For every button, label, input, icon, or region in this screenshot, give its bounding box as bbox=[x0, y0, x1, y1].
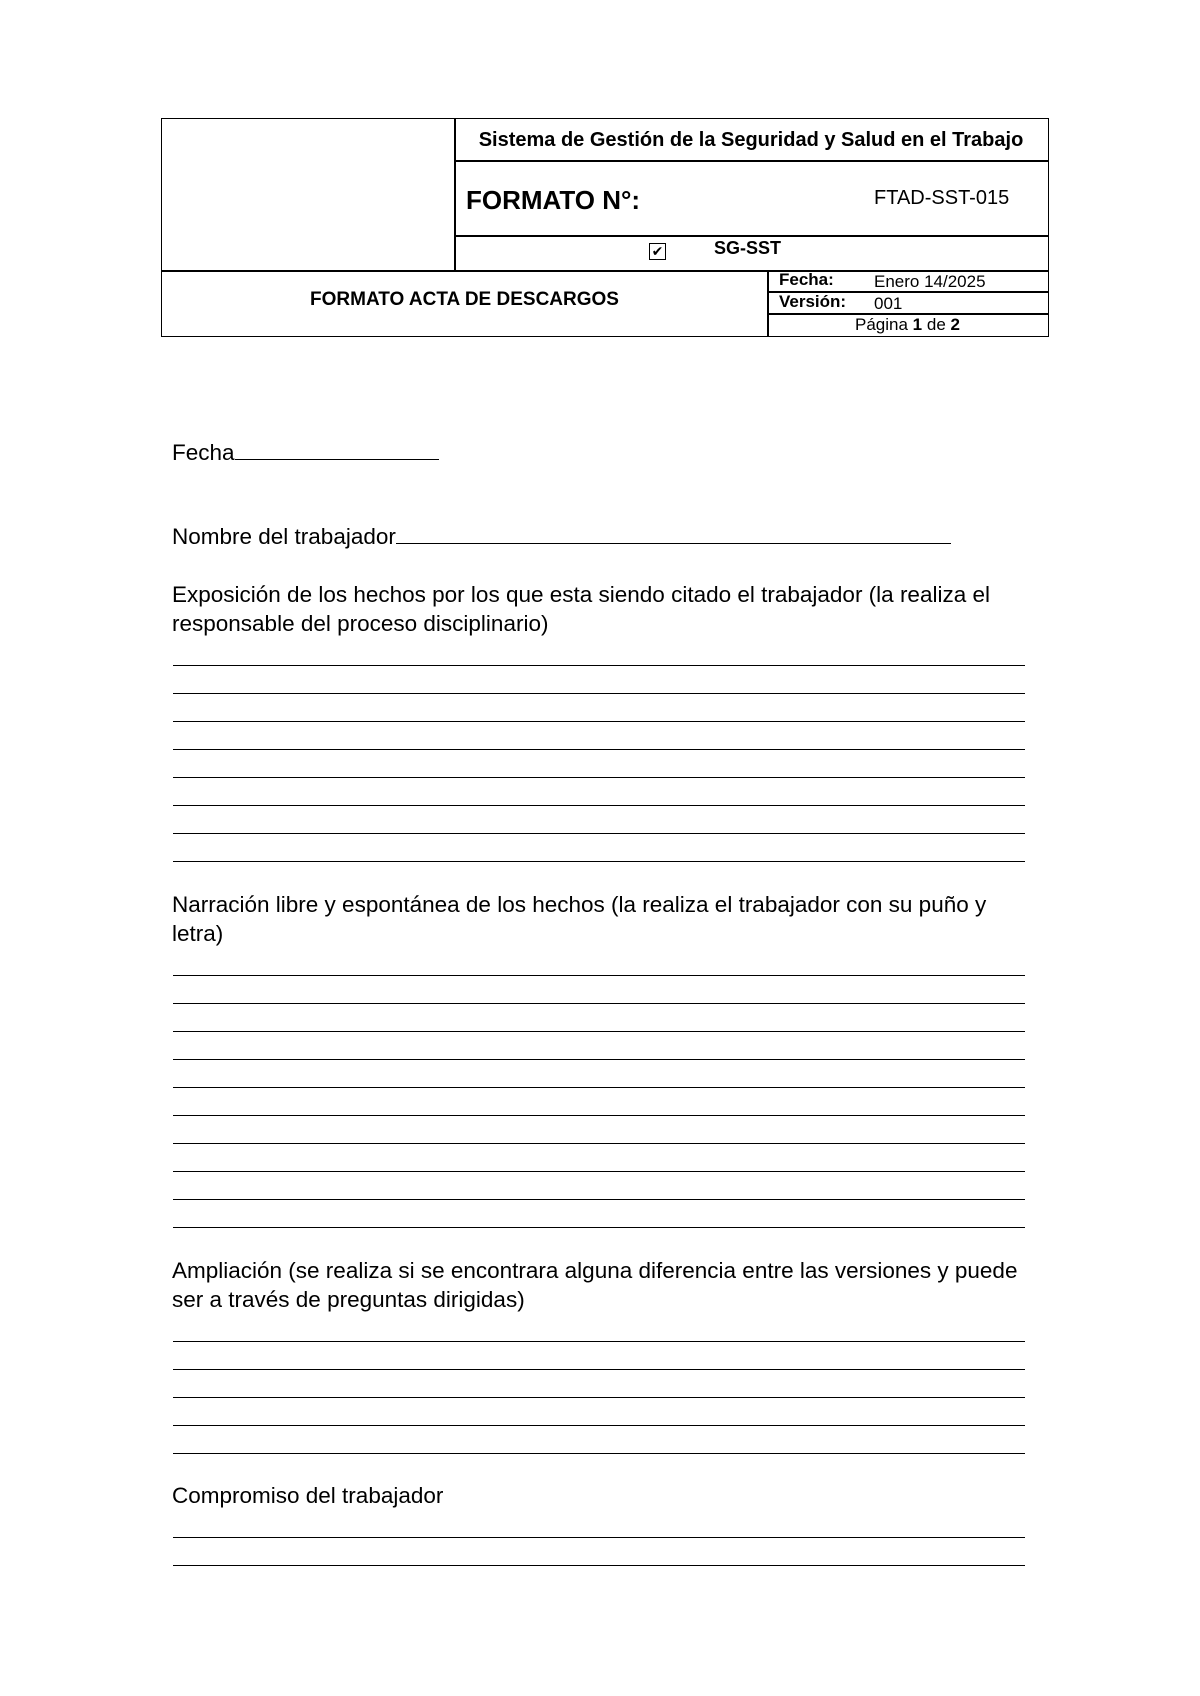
nombre-blank[interactable] bbox=[396, 521, 951, 544]
narracion-label: Narración libre y espontánea de los hechos (la realiza el trabajador con su puño y letra) bbox=[172, 892, 987, 946]
formato-code: FTAD-SST-015 bbox=[874, 187, 1010, 209]
fecha-meta-value: Enero 14/2025 bbox=[874, 272, 986, 291]
blank-line[interactable] bbox=[173, 976, 1025, 1004]
pagina-de: de bbox=[926, 315, 946, 334]
narracion-lines[interactable] bbox=[172, 948, 1038, 1228]
blank-line[interactable] bbox=[173, 722, 1025, 750]
blank-line[interactable] bbox=[173, 806, 1025, 834]
blank-line[interactable] bbox=[173, 1426, 1025, 1454]
ampliacion-section bbox=[172, 1256, 1038, 1454]
blank-line[interactable] bbox=[173, 778, 1025, 806]
compromiso-label: Compromiso del trabajador bbox=[172, 1483, 444, 1508]
exposicion-section bbox=[172, 580, 1038, 862]
blank-line[interactable] bbox=[173, 1088, 1025, 1116]
nombre-line bbox=[172, 521, 1038, 551]
blank-line[interactable] bbox=[173, 1510, 1025, 1538]
system-title: Sistema de Gestión de la Seguridad y Salud en el Trabajo bbox=[478, 129, 1024, 151]
nombre-label: Nombre del trabajador bbox=[172, 524, 396, 549]
narracion-section bbox=[172, 890, 1038, 1228]
blank-line[interactable] bbox=[173, 1172, 1025, 1200]
fecha-label: Fecha bbox=[172, 440, 235, 465]
blank-line[interactable] bbox=[173, 1398, 1025, 1426]
version-meta-label: Versión: bbox=[779, 292, 847, 311]
formato-label: FORMATO N°: bbox=[466, 185, 641, 215]
pagina-prefix: Página bbox=[855, 315, 908, 334]
ampliacion-label: Ampliación (se realiza si se encontrara alguna diferencia entre las versiones y puede ser a través de preguntas dirigidas) bbox=[172, 1258, 1018, 1312]
blank-line[interactable] bbox=[173, 1032, 1025, 1060]
pagina-indicator bbox=[767, 315, 1048, 335]
blank-line[interactable] bbox=[173, 1060, 1025, 1088]
logo-cell bbox=[162, 119, 454, 270]
blank-line[interactable] bbox=[173, 948, 1025, 976]
blank-line[interactable] bbox=[173, 694, 1025, 722]
document-header-table bbox=[161, 118, 1049, 337]
fecha-meta-label: Fecha: bbox=[779, 270, 834, 289]
blank-line[interactable] bbox=[173, 1004, 1025, 1032]
blank-line[interactable] bbox=[173, 1314, 1025, 1342]
blank-line[interactable] bbox=[173, 1538, 1025, 1566]
compromiso-section bbox=[172, 1481, 1038, 1566]
blank-line[interactable] bbox=[173, 666, 1025, 694]
blank-line[interactable] bbox=[173, 834, 1025, 862]
ampliacion-lines[interactable] bbox=[172, 1314, 1038, 1454]
checkbox-icon[interactable]: ✔ bbox=[649, 243, 666, 260]
exposicion-label: Exposición de los hechos por los que esta siendo citado el trabajador (la realiza el responsable del proceso disciplinario) bbox=[172, 582, 990, 636]
pagina-total: 2 bbox=[950, 315, 960, 334]
compromiso-lines[interactable] bbox=[172, 1510, 1038, 1566]
blank-line[interactable] bbox=[173, 1370, 1025, 1398]
blank-line[interactable] bbox=[173, 1144, 1025, 1172]
pagina-current: 1 bbox=[912, 315, 923, 334]
blank-line[interactable] bbox=[173, 638, 1025, 666]
acta-title: FORMATO ACTA DE DESCARGOS bbox=[310, 289, 619, 310]
sg-sst-label: SG-SST bbox=[714, 238, 782, 258]
fecha-blank[interactable] bbox=[235, 437, 439, 460]
blank-line[interactable] bbox=[173, 1200, 1025, 1228]
blank-line[interactable] bbox=[173, 1342, 1025, 1370]
fecha-line bbox=[172, 437, 1038, 467]
blank-line[interactable] bbox=[173, 1116, 1025, 1144]
blank-line[interactable] bbox=[173, 750, 1025, 778]
exposicion-lines[interactable] bbox=[172, 638, 1038, 862]
version-meta-value: 001 bbox=[874, 294, 903, 313]
